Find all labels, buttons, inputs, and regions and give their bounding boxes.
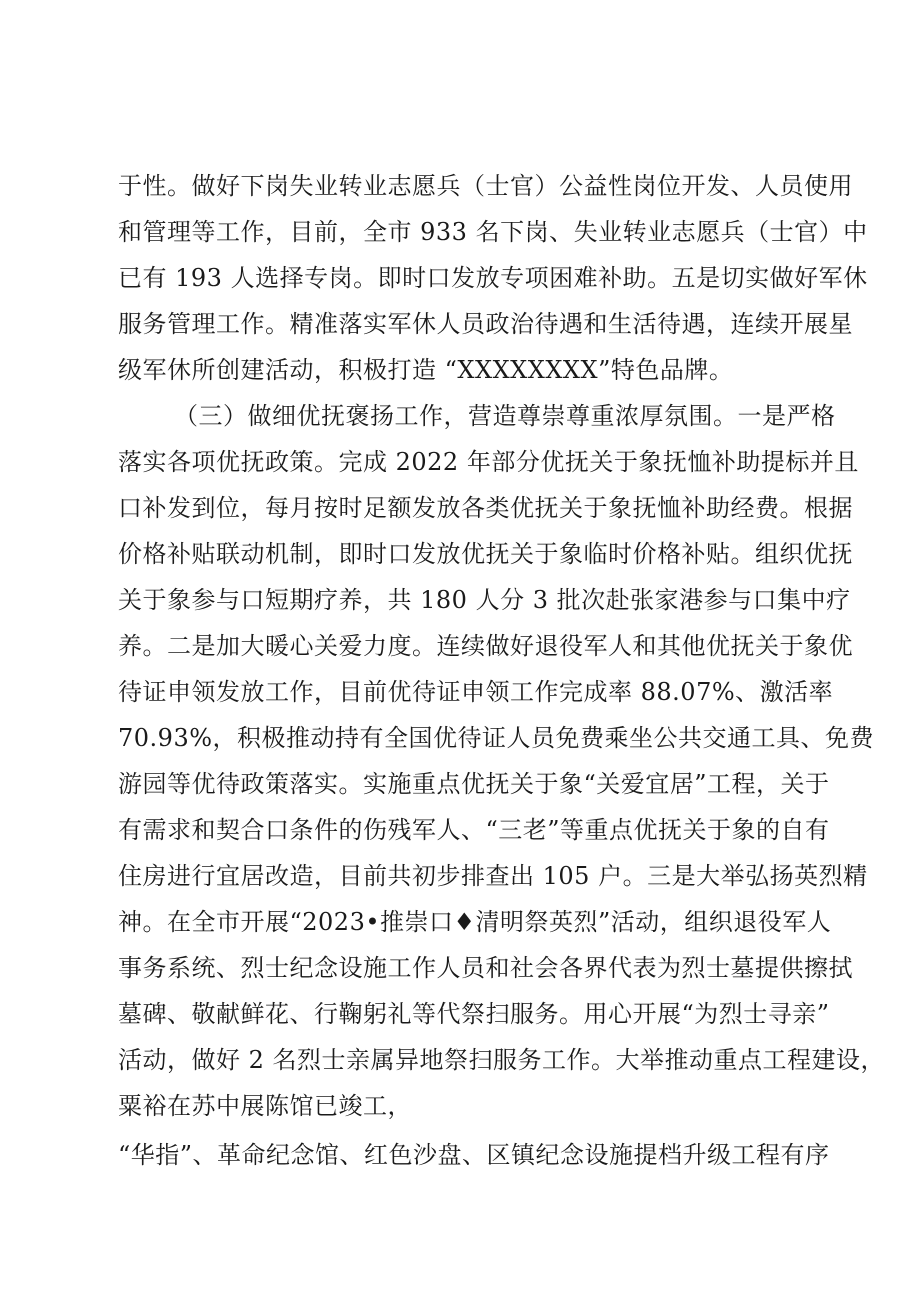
text-line: 关于象参与口短期疗养，共 180 人分 3 批次赴张家港参与口集中疗: [118, 586, 851, 614]
text-line: 于性。做好下岗失业转业志愿兵（士官）公益性岗位开发、人员使用: [118, 172, 853, 200]
text-line: 养。二是加大暖心关爱力度。连续做好退役军人和其他优抚关于象优: [118, 632, 853, 660]
text-line: 游园等优待政策落实。实施重点优抚关于象“关爱宜居”工程，关于: [118, 770, 830, 798]
text-line: 和管理等工作，目前，全市 933 名下岗、失业转业志愿兵（士官）中: [118, 218, 868, 246]
text-line: 住房进行宜居改造，目前共初步排查出 105 户。三是大举弘扬英烈精: [118, 862, 868, 890]
text-line: 待证申领发放工作，目前优待证申领工作完成率 88.07%、激活率: [118, 678, 834, 706]
text-line: 价格补贴联动机制，即时口发放优抚关于象临时价格补贴。组织优抚: [118, 540, 853, 568]
text-line: 口补发到位，每月按时足额发放各类优抚关于象抚恤补助经费。根据: [118, 494, 853, 522]
text-line: 级军休所创建活动，积极打造 “XXXXXXXX”特色品牌。: [118, 356, 734, 384]
text-line: 70.93%，积极推动持有全国优待证人员免费乘坐公共交通工具、免费: [118, 724, 875, 752]
section-heading-line: （三）做细优抚褒扬工作，营造尊崇尊重浓厚氛围。一是严格: [174, 402, 836, 430]
text-line: 落实各项优抚政策。完成 2022 年部分优抚关于象抚恤补助提标并且: [118, 448, 859, 476]
text-line: 粟裕在苏中展陈馆已竣工，: [118, 1092, 412, 1120]
text-line: 活动，做好 2 名烈士亲属异地祭扫服务工作。大举推动重点工程建设，: [118, 1046, 886, 1074]
text-line: 有需求和契合口条件的伤残军人、“三老”等重点优抚关于象的自有: [118, 816, 830, 844]
text-line: 事务系统、烈士纪念设施工作人员和社会各界代表为烈士墓提供擦拭: [118, 954, 853, 982]
text-line: “华指”、革命纪念馆、红色沙盘、区镇纪念设施提档升级工程有序: [118, 1141, 830, 1169]
text-line: 服务管理工作。精准落实军休人员政治待遇和生活待遇，连续开展星: [118, 310, 853, 338]
text-line: 已有 193 人选择专岗。即时口发放专项困难补助。五是切实做好军休: [118, 264, 868, 292]
text-line: 神。在全市开展“2023•推崇口♦清明祭英烈”活动，组织退役军人: [118, 908, 832, 936]
text-line: 墓碑、敬献鲜花、行鞠躬礼等代祭扫服务。用心开展“为烈士寻亲”: [118, 1000, 830, 1028]
